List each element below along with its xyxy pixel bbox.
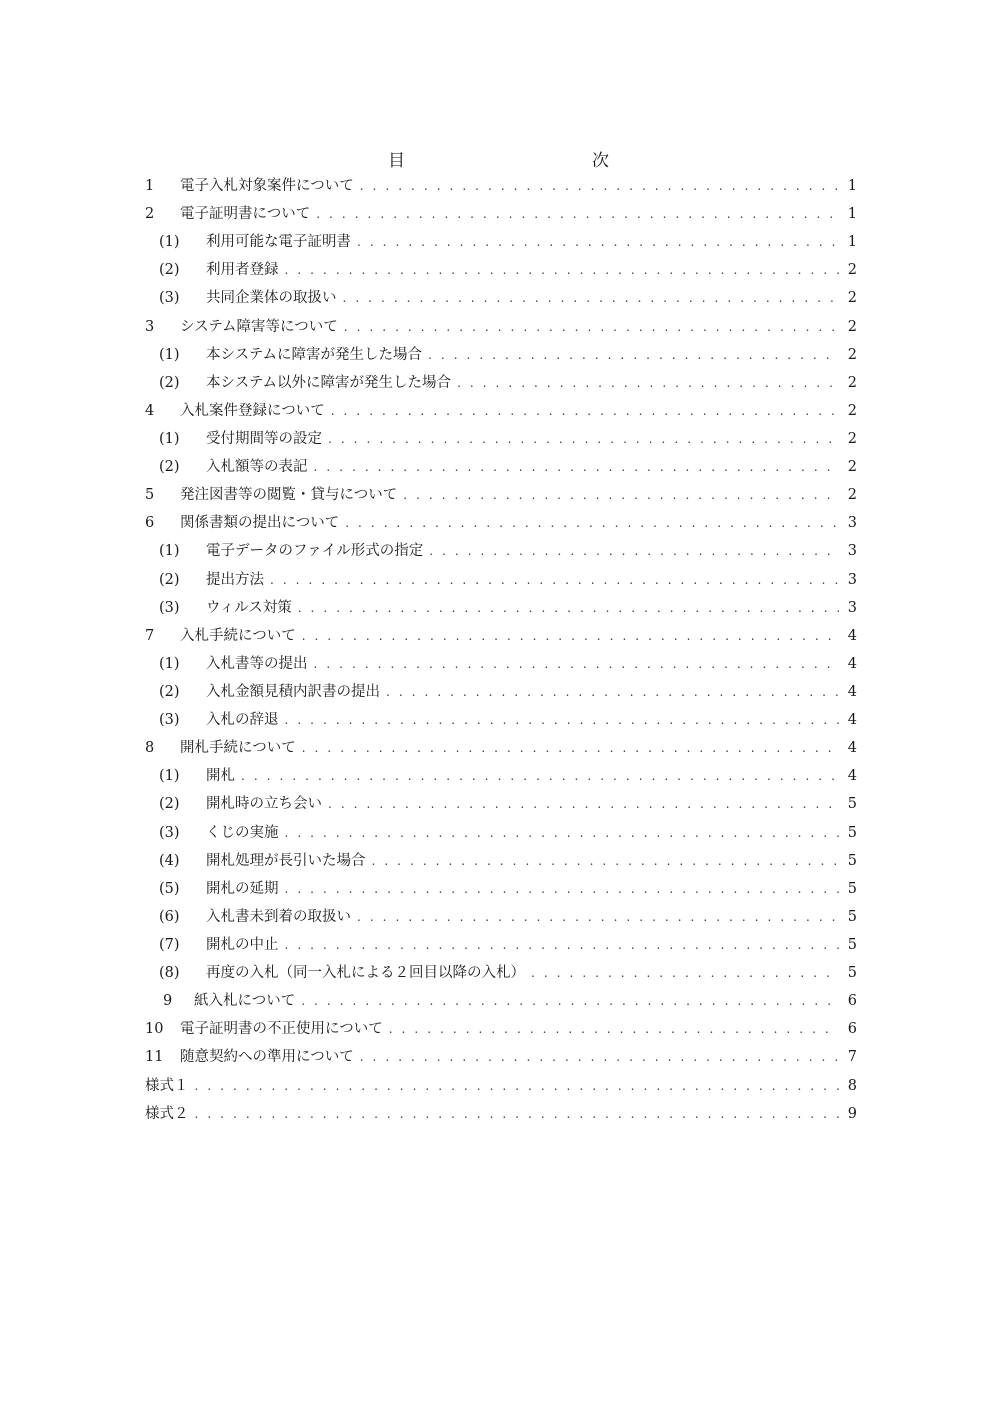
toc-title-left: 目 (388, 151, 405, 171)
toc-entry-page-number: 2 (847, 262, 857, 279)
toc-entry (0, 511, 1000, 539)
toc-entry-inner (145, 174, 857, 198)
toc-entry-page-number: 7 (847, 1049, 857, 1066)
toc-entry-number: (5) (159, 880, 180, 897)
toc-entry-number: (3) (159, 712, 180, 729)
toc-entry-inner (145, 1045, 857, 1069)
toc-entry-page-number: 3 (847, 571, 857, 588)
toc-entry-page-number: 6 (847, 993, 857, 1010)
toc-dot-leader (298, 596, 839, 620)
toc-entry-inner (159, 455, 857, 479)
toc-entry-number: 1 (145, 178, 155, 194)
toc-entry-label: くじの実施 (206, 824, 279, 841)
toc-dot-leader (403, 483, 839, 507)
toc-entry-inner (159, 568, 857, 592)
toc-dot-leader (285, 877, 840, 901)
toc-entry (0, 989, 1000, 1017)
toc-entry-label: 提出方法 (206, 571, 264, 588)
toc-entry-label: システム障害等について (180, 318, 338, 335)
toc-entry-page-number: 1 (847, 206, 857, 223)
toc-dot-leader (357, 230, 839, 254)
toc-entry-number: 5 (145, 487, 155, 504)
toc-entry-page-number: 6 (847, 1021, 857, 1038)
toc-entry (0, 568, 1000, 596)
toc-dot-leader (328, 427, 839, 451)
toc-entry-page-number: 4 (847, 683, 857, 700)
toc-dot-leader (331, 399, 839, 423)
toc-entry-label: 様式１ (145, 1077, 189, 1094)
toc-entry (0, 961, 1000, 989)
toc-entry-page-number: 5 (847, 908, 857, 925)
toc-entry (0, 539, 1000, 567)
toc-entry-number: 9 (163, 993, 173, 1010)
toc-dot-leader (328, 792, 839, 816)
toc-entry-label: 入札書未到着の取扱い (206, 908, 351, 925)
toc-entry-label: 入札の辞退 (206, 712, 279, 729)
toc-entry-page-number: 3 (847, 599, 857, 616)
toc-entry-label: 電子証明書について (180, 206, 311, 223)
toc-entry-number: (3) (159, 599, 180, 616)
toc-entry-page-number: 4 (847, 627, 857, 644)
toc-entry-page-number: 8 (847, 1077, 857, 1094)
toc-entry-inner (145, 511, 857, 535)
toc-dot-leader (372, 849, 840, 873)
toc-dot-leader (457, 371, 839, 395)
toc-entry-label: 入札案件登録について (180, 402, 325, 419)
toc-entry-inner (145, 483, 857, 507)
toc-entry-label: 開札処理が長引いた場合 (206, 852, 366, 869)
toc-entry-inner (145, 399, 857, 423)
toc-dot-leader (344, 315, 839, 339)
toc-entry-inner (145, 736, 857, 760)
toc-dot-leader (195, 1074, 840, 1098)
toc-entry-page-number: 2 (847, 290, 857, 307)
toc-entry-label: 入札書等の提出 (206, 655, 308, 672)
toc-entry-page-number: 4 (847, 768, 857, 785)
toc-dot-leader (302, 624, 839, 648)
toc-entry (0, 427, 1000, 455)
toc-entry-page-number: 2 (847, 459, 857, 476)
toc-entry-inner (159, 708, 857, 732)
toc-entry-number: (4) (159, 852, 180, 869)
toc-entry-inner (159, 286, 857, 310)
toc-entry (0, 736, 1000, 764)
toc-entry-label: 本システムに障害が発生した場合 (206, 346, 423, 363)
toc-entry (0, 933, 1000, 961)
toc-entry (0, 315, 1000, 343)
toc-entry-inner (159, 764, 857, 788)
toc-entry-label: 発注図書等の閲覧・貸与について (180, 487, 398, 504)
toc-entry-number: (3) (159, 290, 180, 307)
toc-entry-label: 再度の入札（同一入札による２回目以降の入札） (206, 965, 525, 982)
toc-entry-label: 入札額等の表記 (206, 459, 308, 476)
toc-entry-page-number: 3 (847, 515, 857, 532)
toc-entry (0, 258, 1000, 286)
toc-entry-inner (159, 230, 857, 254)
toc-entry (0, 624, 1000, 652)
toc-entry-number: (2) (159, 796, 180, 813)
toc-entry-number: 2 (145, 206, 155, 223)
toc-entry (0, 483, 1000, 511)
toc-entry-number: 8 (145, 740, 155, 757)
toc-entry (0, 399, 1000, 427)
toc-entry (0, 1074, 1000, 1102)
toc-dot-leader (314, 652, 840, 676)
toc-dot-leader (285, 708, 840, 732)
toc-entry-inner (145, 624, 857, 648)
toc-entry-page-number: 2 (847, 487, 857, 504)
toc-entry-inner (159, 933, 857, 957)
toc-entry-number: 3 (145, 318, 155, 335)
toc-entry-label: 開札手続について (180, 740, 296, 757)
toc-entry-inner (145, 315, 857, 339)
toc-entry-page-number: 9 (847, 1105, 857, 1122)
toc-entry-page-number: 4 (847, 712, 857, 729)
toc-entry-page-number: 3 (847, 543, 857, 560)
toc-entry (0, 286, 1000, 314)
toc-entry-inner (159, 427, 857, 451)
toc-entry-number: (1) (159, 234, 180, 251)
toc-entry-label: 利用可能な電子証明書 (206, 234, 351, 251)
toc-entry-number: 10 (145, 1021, 164, 1038)
toc-entry-label: ウィルス対策 (206, 599, 292, 616)
toc-entry-page-number: 5 (847, 824, 857, 841)
toc-dot-leader (285, 821, 840, 845)
toc-entry-number: 4 (145, 402, 155, 419)
toc-dot-leader (301, 989, 839, 1013)
toc-entry-inner (159, 877, 857, 901)
toc-entry-page-number: 1 (847, 178, 857, 194)
toc-dot-leader (531, 961, 839, 985)
toc-dot-leader (389, 1017, 839, 1041)
toc-entry-label: 入札手続について (180, 627, 296, 644)
toc-entry-page-number: 5 (847, 796, 857, 813)
toc-entry-label: 共同企業体の取扱い (206, 290, 337, 307)
toc-entry-number: (6) (159, 908, 180, 925)
toc-entry-label: 開札時の立ち会い (206, 796, 322, 813)
toc-entry-inner (145, 202, 857, 226)
toc-entry (0, 455, 1000, 483)
toc-dot-leader (386, 680, 839, 704)
toc-entry-label: 開札の延期 (206, 880, 279, 897)
toc-entry-label: 開札の中止 (206, 936, 279, 953)
toc-entry-page-number: 5 (847, 852, 857, 869)
toc-entry-number: (2) (159, 683, 180, 700)
toc-entry-number: (8) (159, 965, 180, 982)
toc-entry (0, 792, 1000, 820)
toc-dot-leader (316, 202, 839, 226)
toc-entry-number: (1) (159, 768, 180, 785)
toc-dot-leader (195, 1102, 840, 1126)
toc-dot-leader (302, 736, 839, 760)
toc-entry-inner (163, 989, 857, 1013)
toc-entry-inner (159, 905, 857, 929)
toc-entry (0, 764, 1000, 792)
toc-entry-number: (2) (159, 571, 180, 588)
toc-entry-number: (1) (159, 346, 180, 363)
toc-entry (0, 708, 1000, 736)
toc-entry-number: (3) (159, 824, 180, 841)
toc-entry-label: 様式２ (145, 1105, 189, 1122)
toc-entry-label: 受付期間等の設定 (206, 430, 322, 447)
toc-entry-number: (1) (159, 543, 180, 560)
toc-entry-label: 電子データのファイル形式の指定 (206, 543, 424, 560)
toc-entry-page-number: 5 (847, 880, 857, 897)
toc-entry-number: 7 (145, 627, 155, 644)
toc-dot-leader (343, 286, 840, 310)
toc-dot-leader (429, 539, 839, 563)
toc-entry (0, 680, 1000, 708)
toc-entry-inner (159, 961, 857, 985)
toc-entry-label: 紙入札について (194, 993, 296, 1010)
toc-entry-label: 関係書類の提出について (180, 515, 340, 532)
toc-entry-page-number: 2 (847, 374, 857, 391)
toc-entry-number: 6 (145, 515, 155, 532)
toc-entry (0, 652, 1000, 680)
toc-dot-leader (314, 455, 840, 479)
toc-entry-page-number: 2 (847, 346, 857, 363)
toc-entry-inner (159, 821, 857, 845)
toc-entry (0, 174, 1000, 202)
toc-entry (0, 1102, 1000, 1130)
toc-entry (0, 821, 1000, 849)
toc-entry-inner (159, 792, 857, 816)
toc-entry-page-number: 2 (847, 318, 857, 335)
toc-dot-leader (360, 1045, 839, 1069)
toc-entry-label: 電子入札対象案件について (180, 178, 354, 194)
toc-entry-label: 電子証明書の不正使用について (180, 1021, 383, 1038)
toc-entry-inner (159, 680, 857, 704)
toc-entry (0, 905, 1000, 933)
toc-entry (0, 230, 1000, 258)
toc-entry-number: (1) (159, 430, 180, 447)
toc-entry (0, 1017, 1000, 1045)
toc-entry-number: (2) (159, 262, 180, 279)
toc-entry (0, 596, 1000, 624)
toc-entry-page-number: 1 (847, 234, 857, 251)
toc-entry-inner (145, 1102, 857, 1126)
toc-entry-page-number: 5 (847, 965, 857, 982)
toc-dot-leader (360, 174, 839, 198)
toc-entry (0, 877, 1000, 905)
toc-entry-page-number: 4 (847, 655, 857, 672)
toc-entry-label: 随意契約への準用について (180, 1049, 354, 1066)
toc-entry (0, 1045, 1000, 1073)
toc-entry-inner (159, 652, 857, 676)
toc-entry (0, 849, 1000, 877)
toc-dot-leader (357, 905, 839, 929)
toc-entry-number: (2) (159, 459, 180, 476)
toc-entry-inner (159, 371, 857, 395)
toc-entry-inner (159, 596, 857, 620)
toc-dot-leader (285, 258, 840, 282)
toc-entry-label: 開札 (206, 768, 235, 785)
toc-list (0, 174, 1000, 1130)
toc-entry (0, 202, 1000, 230)
toc-dot-leader (241, 764, 839, 788)
toc-dot-leader (270, 568, 839, 592)
toc-entry-inner (159, 258, 857, 282)
toc-entry-number: (1) (159, 655, 180, 672)
toc-entry-page-number: 4 (847, 740, 857, 757)
toc-title (0, 146, 1000, 170)
toc-entry-number: 11 (145, 1049, 164, 1066)
toc-entry (0, 371, 1000, 399)
toc-entry-inner (159, 343, 857, 367)
toc-entry-inner (145, 1074, 857, 1098)
toc-entry-page-number: 2 (847, 402, 857, 419)
toc-entry-label: 入札金額見積内訳書の提出 (206, 683, 380, 700)
toc-entry-page-number: 2 (847, 430, 857, 447)
toc-dot-leader (345, 511, 839, 535)
toc-entry-inner (145, 1017, 857, 1041)
toc-entry-page-number: 5 (847, 936, 857, 953)
toc-dot-leader (428, 343, 839, 367)
toc-title-right: 次 (592, 151, 609, 171)
toc-dot-leader (285, 933, 840, 957)
toc-entry (0, 343, 1000, 371)
toc-entry-inner (159, 849, 857, 873)
toc-entry-number: (7) (159, 936, 180, 953)
toc-entry-label: 本システム以外に障害が発生した場合 (206, 374, 452, 391)
toc-entry-number: (2) (159, 374, 180, 391)
toc-entry-inner (159, 539, 857, 563)
toc-entry-label: 利用者登録 (206, 262, 279, 279)
